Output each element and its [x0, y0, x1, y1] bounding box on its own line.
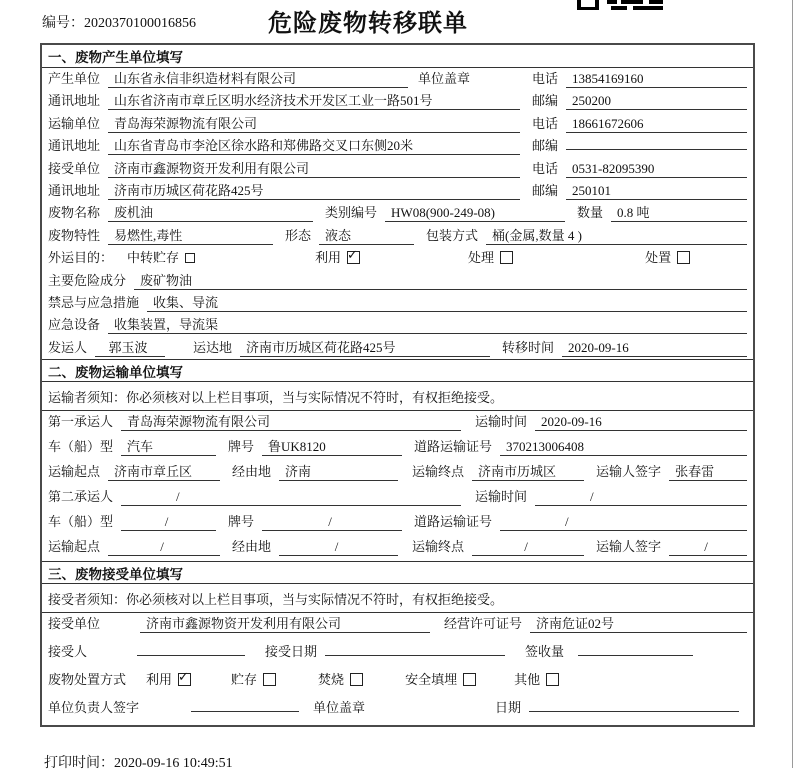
serial-number: 2020370100016856: [84, 16, 196, 31]
transport-address-label: 通讯地址: [48, 138, 101, 154]
option-label: 处理: [468, 250, 495, 266]
quantity-label: 数量: [577, 205, 604, 221]
option-label: 利用: [146, 672, 173, 688]
vehicle2-value: /: [121, 514, 216, 531]
checkbox-disposal-other: [546, 673, 559, 686]
receiver-unit-label: 接受单位: [48, 616, 101, 632]
date-label: 日期: [495, 700, 522, 716]
receive-unit-label: 接受单位: [48, 160, 101, 176]
row-transport-unit: [42, 113, 753, 135]
via-label: 经由地: [232, 464, 272, 480]
document-header: [0, 0, 796, 42]
disposal-option-other: [514, 669, 559, 688]
carrier-sign-value: 张春雷: [669, 461, 747, 481]
print-time-line: [44, 752, 233, 772]
unit-seal-label: 单位盖章: [313, 700, 366, 716]
carrier1-label: 第一承运人: [48, 414, 114, 430]
transport-unit-label: 运输单位: [48, 115, 101, 131]
receive-date-value: [325, 641, 505, 656]
row-responsible-signature: [42, 697, 753, 725]
plate-label: 牌号: [228, 514, 255, 530]
receive-address-label: 通讯地址: [48, 182, 101, 198]
option-label: 焚烧: [318, 672, 345, 688]
phone-label: 电话: [532, 71, 559, 86]
purpose-option-transfer-storage: [127, 247, 195, 266]
disposal-option-incinerate: [318, 669, 363, 688]
transport-time-value: 2020-09-16: [535, 414, 747, 431]
row-transport-address: [42, 135, 753, 157]
destination-label: 运达地: [193, 339, 233, 355]
transfer-time-value: 2020-09-16: [562, 340, 747, 357]
received-amount-label: 签收量: [525, 644, 565, 660]
checkbox-disposal-landfill: [463, 673, 476, 686]
phone-label: 电话: [532, 160, 559, 176]
checkbox-disposal-store: [263, 673, 276, 686]
row-receiver-unit: [42, 613, 753, 641]
receive-phone-value: 0531-82095390: [566, 161, 747, 178]
waste-name-label: 废物名称: [48, 205, 101, 221]
row-route1: [42, 461, 753, 486]
option-label: 其他: [514, 672, 541, 688]
road-license-label: 道路运输证号: [414, 439, 493, 455]
via-label: 经由地: [232, 539, 272, 555]
checkbox-transfer-storage: [185, 253, 195, 263]
checkbox-dispose: [677, 251, 690, 264]
transport-unit-value: 青岛海荣源物流有限公司: [108, 113, 520, 133]
row-receiver-person: [42, 641, 753, 669]
page-right-edge-line: [792, 0, 793, 768]
producer-address-label: 通讯地址: [48, 93, 101, 109]
producer-label: 产生单位: [48, 71, 101, 86]
responsible-sign-value: [191, 697, 299, 712]
row-producer: [42, 68, 753, 90]
carrier-sign-label: 运输人签字: [596, 464, 662, 480]
row-dispatch: [42, 337, 753, 359]
checkbox-utilize: [347, 251, 360, 264]
section3-notice: 接受者须知：你必须核对以上栏目事项，当与实际情况不符时，有权拒绝接受。: [42, 584, 753, 613]
checkbox-disposal-utilize: [178, 673, 191, 686]
section1-title: 一、废物产生单位填写: [42, 45, 753, 68]
transport-time-label: 运输时间: [475, 414, 528, 430]
disposal-method-label: 废物处置方式: [48, 672, 127, 688]
disposal-option-utilize: [146, 669, 191, 688]
road-license2-value: /: [500, 514, 747, 531]
transport-time-label: 运输时间: [475, 489, 528, 505]
producer-phone-value: 13854169160: [566, 71, 747, 88]
hazard-value: 废矿物油: [134, 270, 747, 290]
row-waste-property: [42, 225, 753, 247]
category-label: 类别编号: [325, 205, 378, 221]
producer-address-value: 山东省济南市章丘区明水经济技术开发区工业一路501号: [108, 90, 520, 110]
carrier1-value: 青岛海荣源物流有限公司: [121, 411, 461, 431]
emergency-measures-value: 收集、导流: [147, 292, 747, 312]
business-license-label: 经营许可证号: [444, 616, 523, 632]
carrier-sign-label: 运输人签字: [596, 539, 662, 555]
waste-property-label: 废物特性: [48, 227, 101, 243]
received-amount-value: [578, 641, 693, 656]
row-vehicle1: [42, 436, 753, 461]
form-label: 形态: [285, 227, 312, 243]
producer-phone-group: [532, 68, 747, 88]
carrier2-value: /: [121, 489, 461, 506]
transport-phone-group: [532, 113, 747, 133]
receiver-unit-value: 济南市鑫源物资开发利用有限公司: [140, 613, 430, 633]
dispatch-label: 发运人: [48, 339, 88, 355]
zip-label: 邮编: [532, 138, 559, 154]
via2-value: /: [279, 539, 398, 556]
carrier-sign2-value: /: [669, 539, 747, 556]
purpose-option-treat: [468, 247, 513, 266]
row-purpose: [42, 247, 753, 269]
transport-phone-value: 18661672606: [566, 116, 747, 133]
row-carrier1: [42, 411, 753, 436]
producer-zip-group: [532, 90, 747, 110]
packing-value: 桶(金属,数量 4 ): [486, 225, 747, 245]
serial-label: 编号：: [42, 16, 84, 31]
phone-label: 电话: [532, 115, 559, 131]
transport-zip-value: [566, 135, 747, 150]
receive-phone-group: [532, 158, 747, 178]
destination-value: 济南市历城区荷花路425号: [240, 337, 490, 357]
zip-label: 邮编: [532, 93, 559, 109]
form-value: 液态: [319, 225, 414, 245]
route2-start-value: /: [108, 539, 220, 556]
option-label: 中转贮存: [127, 250, 180, 266]
row-vehicle2: [42, 511, 753, 536]
packing-label: 包装方式: [426, 227, 479, 243]
transport-time2-value: /: [535, 489, 747, 506]
carrier2-label: 第二承运人: [48, 489, 114, 505]
zip-label: 邮编: [532, 182, 559, 198]
option-label: 安全填埋: [405, 672, 458, 688]
disposal-option-store: [231, 669, 276, 688]
category-value: HW08(900-249-08): [385, 205, 565, 222]
row-disposal-method: [42, 669, 753, 697]
section2-notice: 运输者须知：你必须核对以上栏目事项，当与实际情况不符时，有权拒绝接受。: [42, 382, 753, 411]
plate2-value: /: [262, 514, 402, 531]
checkbox-treat: [500, 251, 513, 264]
disposal-option-landfill: [405, 669, 476, 688]
vehicle1-value: 汽车: [121, 436, 216, 456]
date-value: [529, 697, 739, 712]
option-label: 处置: [645, 250, 672, 266]
print-time-value: 2020-09-16 10:49:51: [114, 756, 233, 771]
route1-end-label: 运输终点: [412, 464, 465, 480]
section2-title: 二、废物运输单位填写: [42, 359, 753, 382]
route2-end-label: 运输终点: [412, 539, 465, 555]
receiver-person-label: 接受人: [48, 644, 88, 660]
receive-date-label: 接受日期: [265, 644, 318, 660]
dispatch-person-value: 郭玉波: [95, 337, 165, 357]
route1-end-value: 济南市历城区: [472, 461, 584, 481]
emergency-equipment-value: 收集装置，导流渠: [108, 314, 747, 334]
qr-code-fragment: [577, 0, 665, 11]
row-waste-name: [42, 202, 753, 224]
transfer-manifest-form: [40, 43, 755, 727]
print-time-label: 打印时间：: [44, 756, 114, 771]
purpose-option-utilize: [315, 247, 360, 266]
route1-start-value: 济南市章丘区: [108, 461, 220, 481]
row-hazard: [42, 270, 753, 292]
quantity-value: 0.8 吨: [611, 202, 747, 222]
transport-address-value: 山东省青岛市李沧区徐水路和郑佛路交叉口东侧20米: [108, 135, 520, 155]
row-emergency-equipment: [42, 314, 753, 336]
emergency-measures-label: 禁忌与应急措施: [48, 294, 140, 310]
purpose-option-dispose: [645, 247, 690, 266]
road-license-label: 道路运输证号: [414, 514, 493, 530]
page-title: 危险废物转移联单: [268, 11, 468, 37]
hazard-label: 主要危险成分: [48, 272, 127, 288]
option-label: 贮存: [231, 672, 258, 688]
transfer-time-label: 转移时间: [502, 339, 555, 355]
emergency-equipment-label: 应急设备: [48, 317, 101, 333]
checkbox-disposal-incinerate: [350, 673, 363, 686]
seal-label: 单位盖章: [418, 71, 471, 86]
route2-start-label: 运输起点: [48, 539, 101, 555]
waste-name-value: 废机油: [108, 202, 313, 222]
vehicle2-label: 车（船）型: [48, 514, 114, 530]
producer-zip-value: 250200: [566, 93, 747, 110]
vehicle1-label: 车（船）型: [48, 439, 114, 455]
plate-label: 牌号: [228, 439, 255, 455]
row-receive-address: [42, 180, 753, 202]
row-carrier2: [42, 486, 753, 511]
route2-end-value: /: [472, 539, 584, 556]
receiver-person-value: [137, 641, 245, 656]
section3-title: 三、废物接受单位填写: [42, 561, 753, 584]
purpose-label: 外运目的：: [48, 250, 114, 266]
producer-value: 山东省永信非织造材料有限公司: [108, 68, 408, 88]
receive-zip-group: [532, 180, 747, 200]
route1-start-label: 运输起点: [48, 464, 101, 480]
receive-address-value: 济南市历城区荷花路425号: [108, 180, 520, 200]
receive-unit-value: 济南市鑫源物资开发利用有限公司: [108, 158, 520, 178]
via-value: 济南: [279, 461, 398, 481]
row-emergency-measures: [42, 292, 753, 314]
business-license-value: 济南危证02号: [530, 613, 747, 633]
receive-zip-value: 250101: [566, 183, 747, 200]
responsible-sign-label: 单位负责人签字: [48, 700, 140, 716]
row-receive-unit: [42, 158, 753, 180]
option-label: 利用: [315, 250, 342, 266]
plate-value: 鲁UK8120: [262, 436, 402, 456]
row-producer-address: [42, 90, 753, 112]
road-license-value: 370213006408: [500, 439, 747, 456]
row-route2: [42, 536, 753, 561]
waste-property-value: 易燃性,毒性: [108, 225, 273, 245]
transport-zip-group: [532, 135, 747, 154]
